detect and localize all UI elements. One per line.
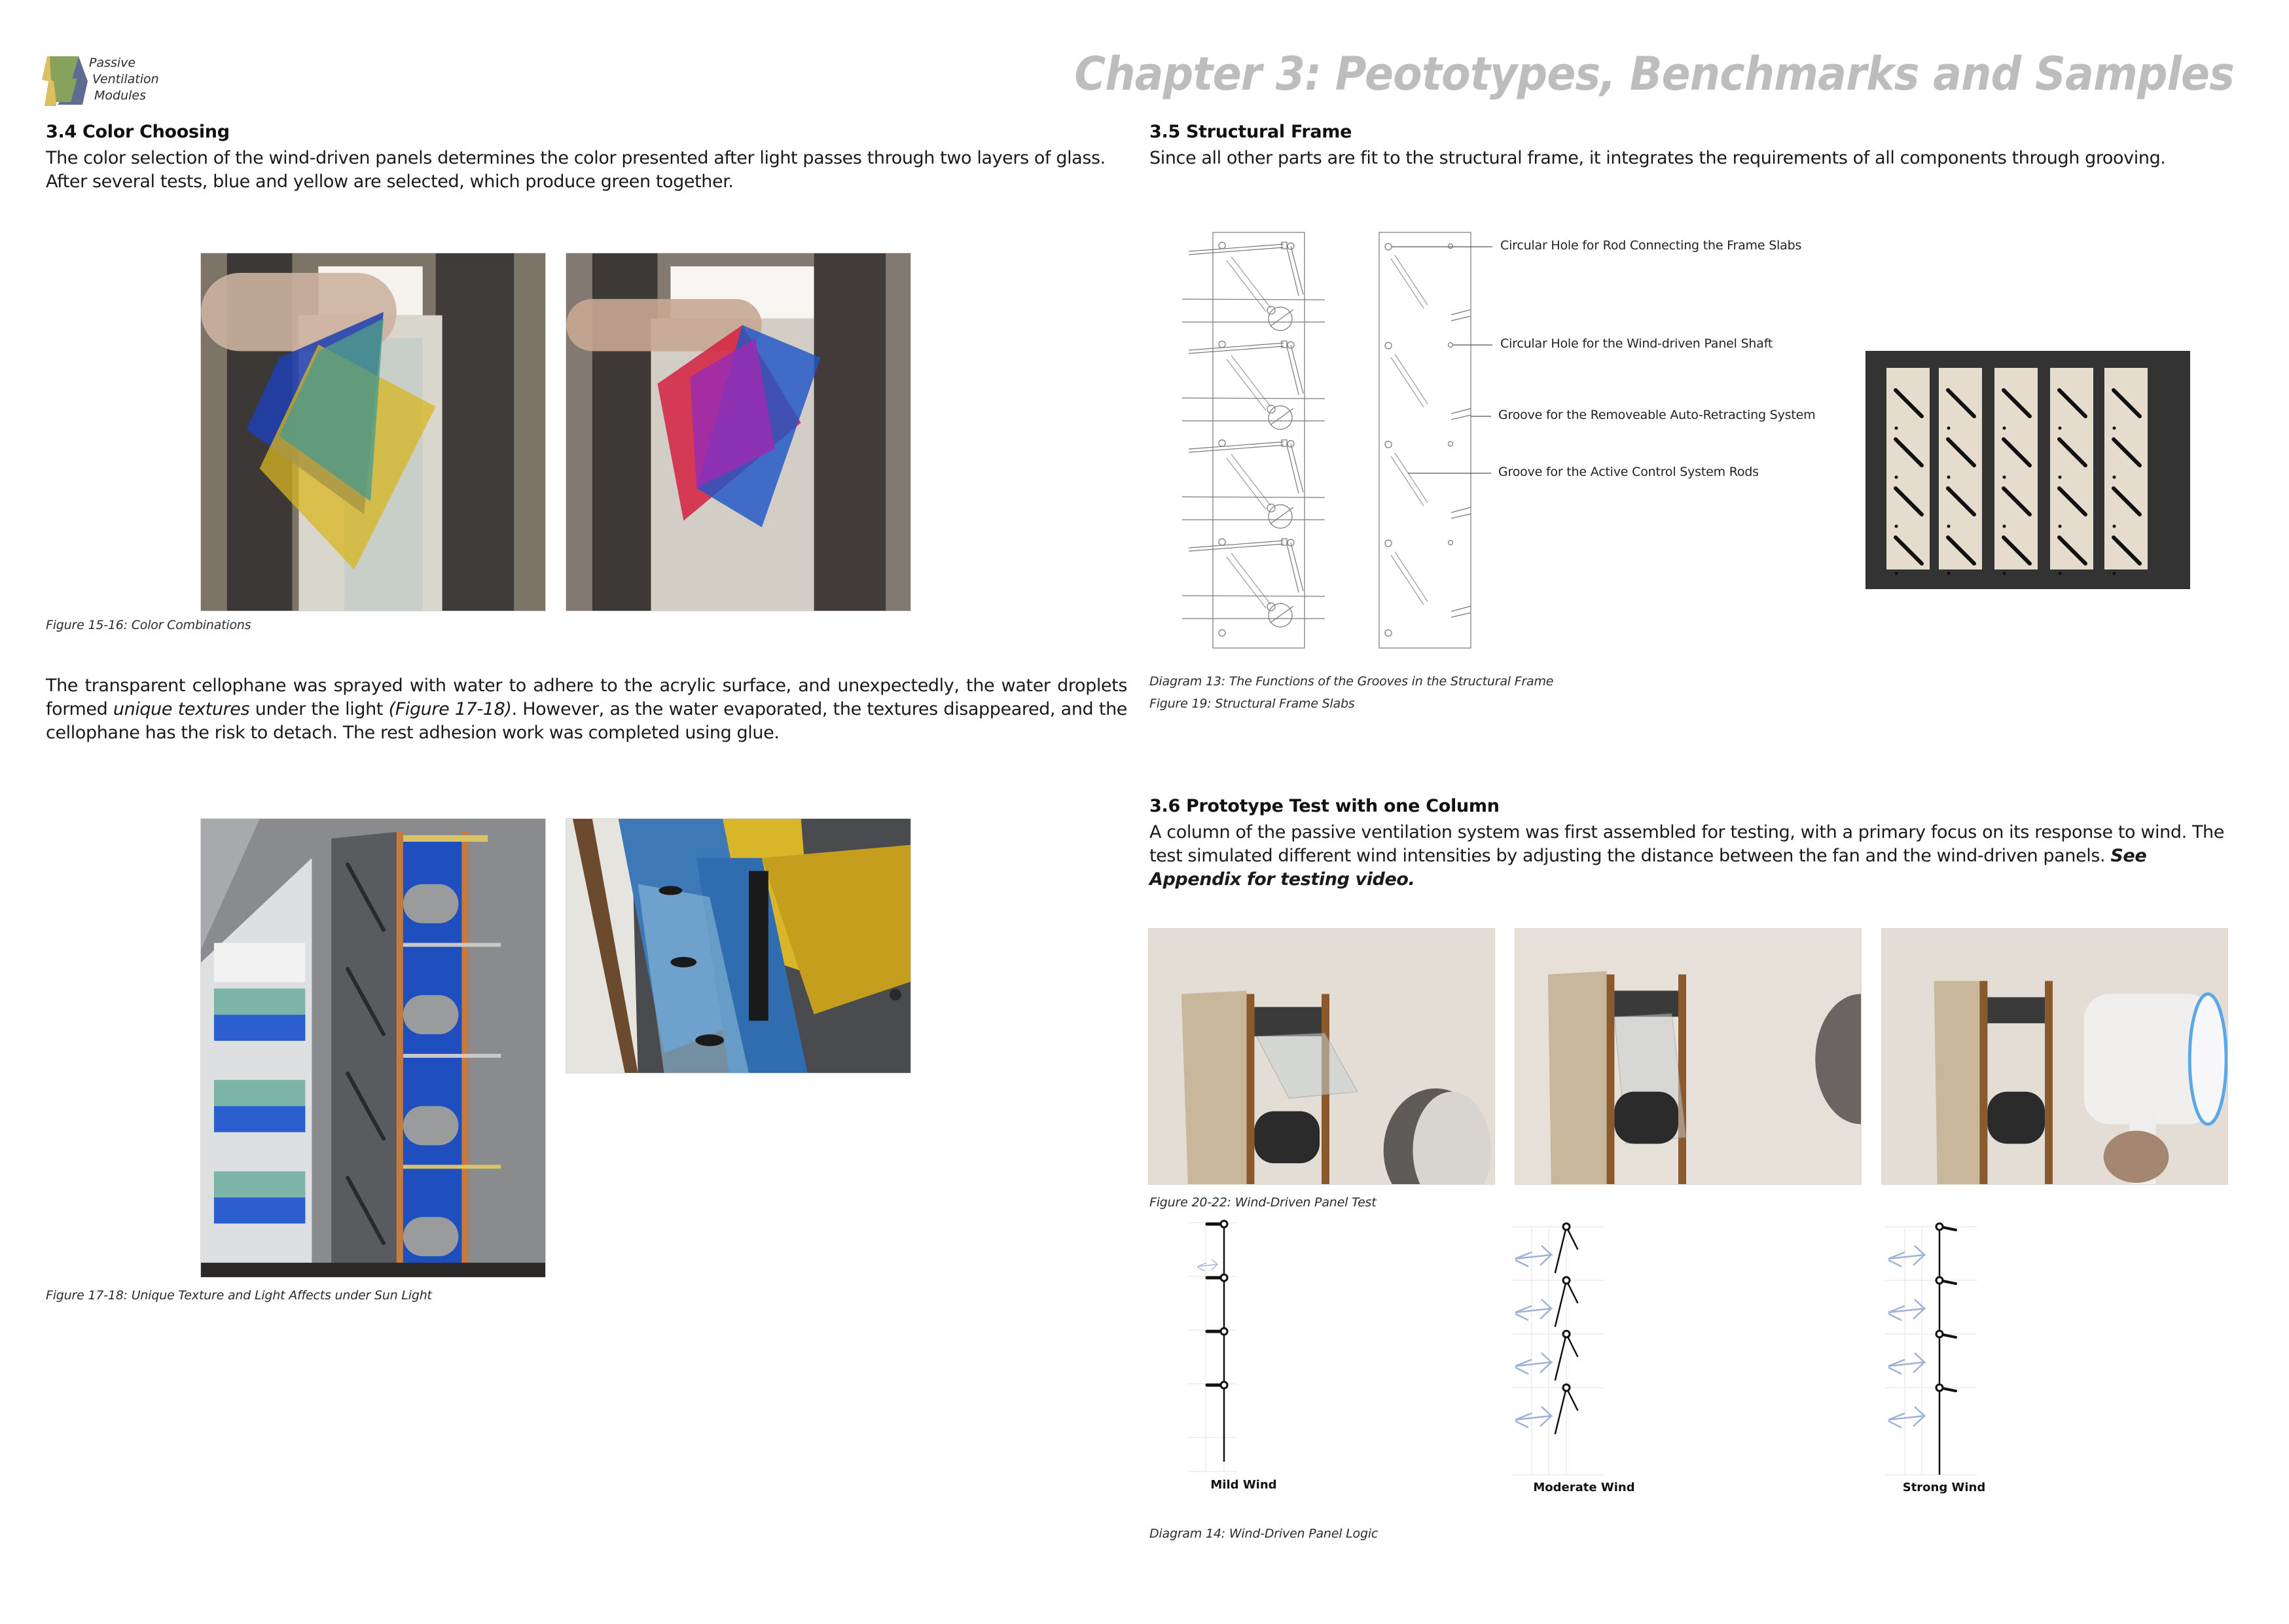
frame-slab-drawing [1163,223,1856,655]
chapter-title: Chapter 3: Peototypes, Benchmarks and Samples [1074,47,2234,101]
figure-17-18-caption: Figure 17-18: Unique Texture and Light Affects under Sun Light [46,1288,432,1303]
label-auto-retracting-groove: Groove for the Removeable Auto-Retracting System [1498,408,1816,422]
figure-19-caption: Figure 19: Structural Frame Slabs [1149,696,1355,711]
fan-medium-test-photo [1515,928,1862,1185]
logo [42,55,192,107]
text-run: under the light [249,699,389,719]
label-control-rod-groove: Groove for the Active Control System Rods [1498,465,1759,479]
section-heading-3-6: 3.6 Prototype Test with one Column [1149,796,1500,816]
logo-text [89,55,159,104]
fan-close-test-photo [1881,928,2228,1185]
module-column-sunlight-photo [200,818,546,1278]
figure-15-16-caption: Figure 15-16: Color Combinations [46,618,251,632]
structural-frame-slabs-photo [1865,351,2190,589]
diagram-13-caption: Diagram 13: The Functions of the Grooves in the Structural Frame [1149,674,1554,689]
strong-wind-label: Strong Wind [1902,1481,1986,1494]
strong-wind-state [1885,1223,1977,1475]
red-blue-cellophane-photo [566,253,911,611]
section-3-6-paragraph [1149,821,2236,892]
fan-far-test-photo [1148,928,1495,1185]
appendix-reference[interactable]: See Appendix for testing video. [1149,846,2147,890]
figure-reference: (Figure 17-18) [388,699,512,719]
label-rod-hole: Circular Hole for Rod Connecting the Frame Slabs [1500,238,1802,253]
mild-wind-label: Mild Wind [1210,1478,1277,1492]
emphasis-unique-textures: unique textures [113,699,250,719]
moderate-wind-label: Moderate Wind [1533,1481,1635,1494]
logo-mark-icon [42,55,89,107]
logo-line: Passive [89,56,136,70]
text-run: A column of the passive ventilation system was first assembled for testing, with a primary focus on its response to wind. The test simulated different wind intensities by adjusting the distance between the fan and the wind-driven panels. [1149,822,2224,866]
section-heading-3-5: 3.5 Structural Frame [1149,122,1352,142]
section-heading-3-4: 3.4 Color Choosing [46,122,230,142]
label-shaft-hole: Circular Hole for the Wind-driven Panel Shaft [1500,336,1773,351]
logo-line: Ventilation [92,72,159,86]
diagram-13-groove-functions [1163,223,1856,655]
logo-line: Modules [94,88,146,103]
textured-panels-closeup-photo [566,818,911,1074]
diagram-14-wind-panel-logic [1165,1210,2278,1517]
blue-yellow-cellophane-photo [200,253,546,611]
moderate-wind-state [1512,1223,1604,1475]
text-run: . However, as the water evaporated, the textures disappeared, and the cellophane has the risk to detach. The rest adhesion work was completed using glue. [46,699,1127,743]
section-3-4-paragraph: The color selection of the wind-driven panels determines the color presented after light passes through two layers of glass. After several tests, blue and yellow are selected, which produce green together. [46,148,1106,192]
wind-panel-logic-drawing [1165,1210,2278,1517]
figure-20-22-caption: Figure 20-22: Wind-Driven Panel Test [1149,1195,1377,1210]
section-3-4-paragraph-2 [46,674,1127,745]
section-3-5-paragraph: Since all other parts are fit to the structural frame, it integrates the requirements of all components through grooving. [1149,148,2166,168]
diagram-14-caption: Diagram 14: Wind-Driven Panel Logic [1149,1526,1379,1541]
mild-wind-state [1188,1221,1237,1471]
text-run: The transparent cellophane was sprayed with water to adhere to the acrylic surface, and unexpectedly, the water droplets formed [46,676,1127,719]
